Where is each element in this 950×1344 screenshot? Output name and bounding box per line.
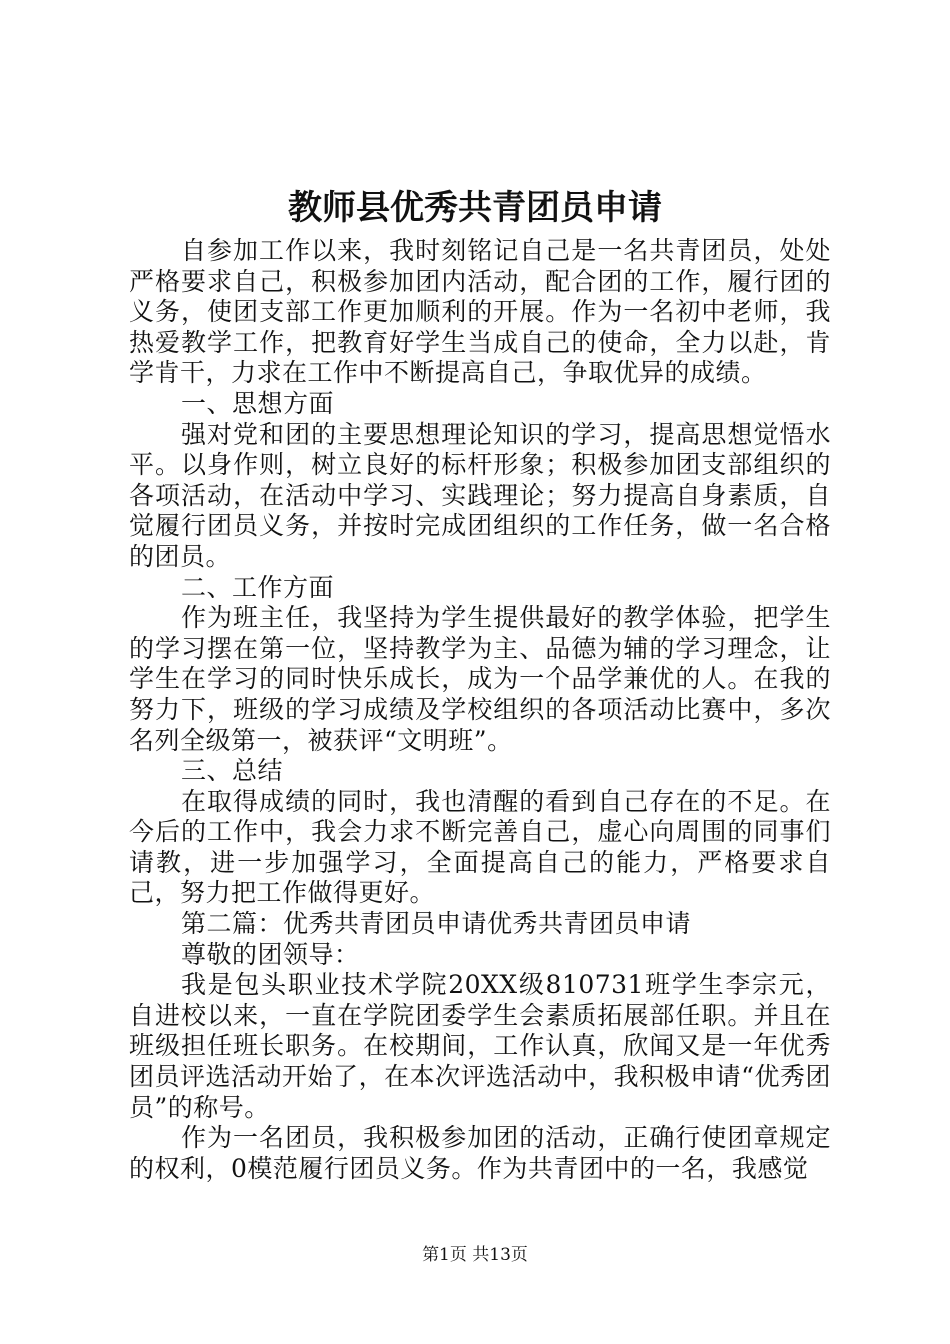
paragraph-work: 作为班主任，我坚持为学生提供最好的教学体验，把学生的学习摆在第一位，坚持教学为主、品德为辅的学习理念，让学生在学习的同时快乐成长，成为一个品学兼优的人。在我的努力下，班级的学习成绩及学校组织的各项活动比赛中，多次名列全级第一，被获评“文明班”。 — [129, 603, 831, 755]
document-title: 教师县优秀共青团员申请 — [288, 188, 662, 228]
paragraph-intro: 自参加工作以来，我时刻铭记自己是一名共青团员，处处严格要求自己，积极参加团内活动，配合团的工作，履行团的义务，使团支部工作更加顺利的开展。作为一名初中老师，我热爱教学工作，把教育好学生当成自己的使命，全力以赴，肯学肯干，力求在工作中不断提高自己，争取优异的成绩。 — [129, 236, 831, 388]
section-heading-part-two: 第二篇：优秀共青团员申请优秀共青团员申请 — [181, 909, 692, 939]
document-body — [129, 236, 831, 1184]
paragraph-thought: 强对党和团的主要思想理论知识的学习，提高思想觉悟水平。以身作则，树立良好的标杆形象；积极参加团支部组织的各项活动，在活动中学习、实践理论；努力提高自身素质，自觉履行团员义务，并按时完成团组织的工作任务，做一名合格的团员。 — [129, 419, 831, 571]
page-footer: 第1页 共13页 — [422, 1245, 528, 1265]
section-heading-thought: 一、思想方面 — [181, 388, 335, 418]
section-heading-summary: 三、总结 — [181, 756, 284, 786]
paragraph-summary: 在取得成绩的同时，我也清醒的看到自己存在的不足。在今后的工作中，我会力求不断完善自己，虚心向周围的同事们请教，进一步加强学习，全面提高自己的能力，严格要求自己，努力把工作做得更好。 — [129, 786, 831, 908]
section-heading-work: 二、工作方面 — [181, 572, 335, 602]
paragraph-activities: 作为一名团员，我积极参加团的活动，正确行使团章规定的权利，0模范履行团员义务。作为共青团中的一名，我感觉 — [129, 1123, 831, 1183]
salutation: 尊敬的团领导： — [181, 939, 360, 969]
paragraph-self-intro: 我是包头职业技术学院20XX级810731班学生李宗元，自进校以来，一直在学院团委学生会素质拓展部任职。并且在班级担任班长职务。在校期间，工作认真，欣闻又是一年优秀团员评选活动开始了，在本次评选活动中，我积极申请“优秀团员”的称号。 — [129, 970, 831, 1122]
